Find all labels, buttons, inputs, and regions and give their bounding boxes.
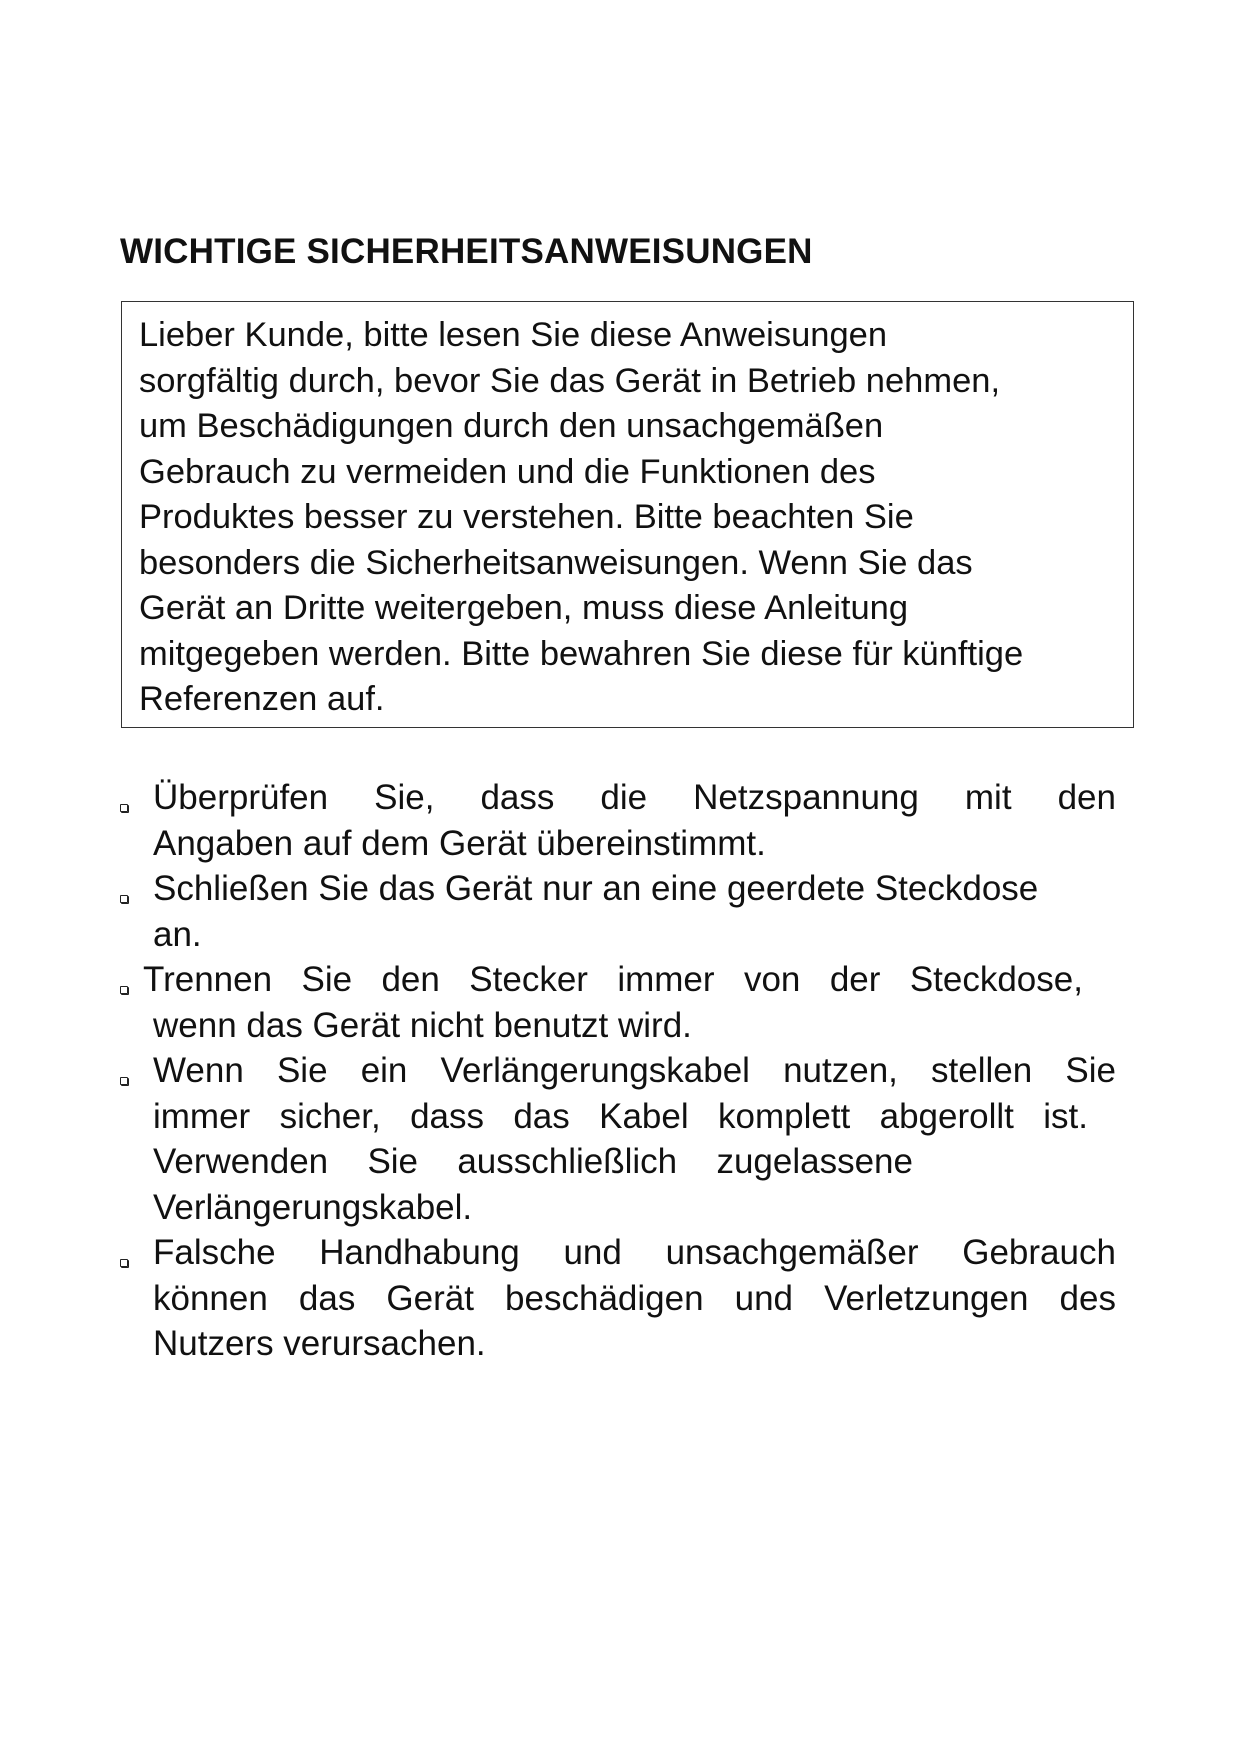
word: den [381, 960, 440, 999]
word: Überprüfen [153, 778, 329, 817]
notice-line: Lieber Kunde, bitte lesen Sie diese Anweisungen [139, 316, 888, 354]
word: Trennen [143, 960, 273, 999]
list-item-line [153, 1094, 1088, 1140]
list-item-line [153, 775, 1116, 821]
list-item-line: Verlängerungskabel. [153, 1187, 473, 1227]
word: abgerollt [879, 1096, 1014, 1136]
list-item-line [153, 1276, 1116, 1322]
notice-line: besonders die Sicherheitsanweisungen. Wenn Sie das [139, 543, 973, 582]
word: Verlängerungskabel [440, 1051, 750, 1090]
word: Sie, [374, 778, 435, 817]
checkbox-bullet-icon [120, 1077, 128, 1085]
list-item-line: Schließen Sie das Gerät nur an eine geerdete Steckdose [153, 869, 1039, 908]
list-item-text [143, 957, 1083, 1048]
word: Gerät [386, 1278, 474, 1318]
list-item-line [153, 1230, 1116, 1276]
word: Netzspannung [693, 778, 919, 817]
word: Verwenden [153, 1142, 329, 1181]
word: Stecker [469, 960, 588, 999]
word: nutzen, [783, 1051, 898, 1090]
word: Wenn [153, 1051, 244, 1090]
list-item-line [153, 1139, 913, 1185]
word: unsachgemäßer [665, 1233, 919, 1272]
notice-line: sorgfältig durch, bevor Sie das Gerät in Betrieb nehmen, [139, 361, 1001, 400]
list-item-line: wenn das Gerät nicht benutzt wird. [153, 1005, 692, 1045]
word: Kabel [599, 1096, 689, 1136]
word: Sie [1065, 1051, 1116, 1090]
list-item-line [143, 957, 1083, 1003]
word: ausschließlich [457, 1142, 678, 1181]
word: von [743, 960, 801, 999]
word: den [1057, 778, 1116, 817]
checkbox-bullet-icon [120, 986, 128, 994]
word: beschädigen [505, 1278, 704, 1318]
word: stellen [931, 1051, 1033, 1090]
word: immer [153, 1096, 251, 1136]
word: das [513, 1096, 570, 1136]
checkbox-bullet-icon [120, 804, 128, 812]
checkbox-bullet-icon [120, 895, 128, 903]
word: des [1059, 1278, 1116, 1318]
word: Sie [367, 1142, 419, 1181]
notice-line: um Beschädigungen durch den unsachgemäßen [139, 407, 884, 445]
word: zugelassene [716, 1142, 913, 1181]
word: komplett [718, 1096, 851, 1136]
word: Sie [276, 1051, 328, 1090]
notice-line: Gerät an Dritte weitergeben, muss diese Anleitung [139, 589, 909, 627]
customer-notice-box [121, 301, 1134, 728]
list-item-text [153, 1048, 1116, 1230]
word: Sie [301, 960, 353, 999]
customer-notice-text [139, 313, 1124, 723]
notice-line: mitgegeben werden. Bitte bewahren Sie diese für künftige [139, 634, 1024, 673]
word: dass [410, 1096, 484, 1136]
word: ein [360, 1051, 408, 1090]
list-item-text [153, 866, 1116, 957]
word: der [829, 960, 881, 999]
list-item-line [153, 1048, 1116, 1094]
list-item-line: Nutzers verursachen. [153, 1324, 486, 1363]
word: dass [480, 778, 555, 817]
list-item-text [153, 1230, 1116, 1367]
word: das [298, 1278, 356, 1318]
notice-line: Gebrauch zu vermeiden und die Funktionen des [139, 452, 876, 491]
list-item-line: Angaben auf dem Gerät übereinstimmt. [153, 823, 766, 863]
word: mit [964, 778, 1012, 817]
list-item-line: an. [153, 914, 202, 954]
word: und [563, 1233, 622, 1272]
word: und [734, 1278, 794, 1318]
word: sicher, [279, 1096, 381, 1136]
word: Steckdose, [909, 960, 1083, 999]
notice-line: Referenzen auf. [139, 680, 385, 718]
word: ist. [1043, 1096, 1088, 1136]
word: die [600, 778, 648, 817]
word: Handhabung [319, 1233, 520, 1272]
word: Gebrauch [962, 1233, 1116, 1272]
word: Falsche [153, 1233, 276, 1272]
list-item-text [153, 775, 1116, 866]
word: Verletzungen [824, 1278, 1029, 1318]
checkbox-bullet-icon [120, 1259, 128, 1267]
notice-line: Produktes besser zu verstehen. Bitte beachten Sie [139, 498, 914, 536]
word: immer [617, 960, 715, 999]
word: können [153, 1278, 268, 1318]
page-title: WICHTIGE SICHERHEITSANWEISUNGEN [120, 232, 813, 271]
